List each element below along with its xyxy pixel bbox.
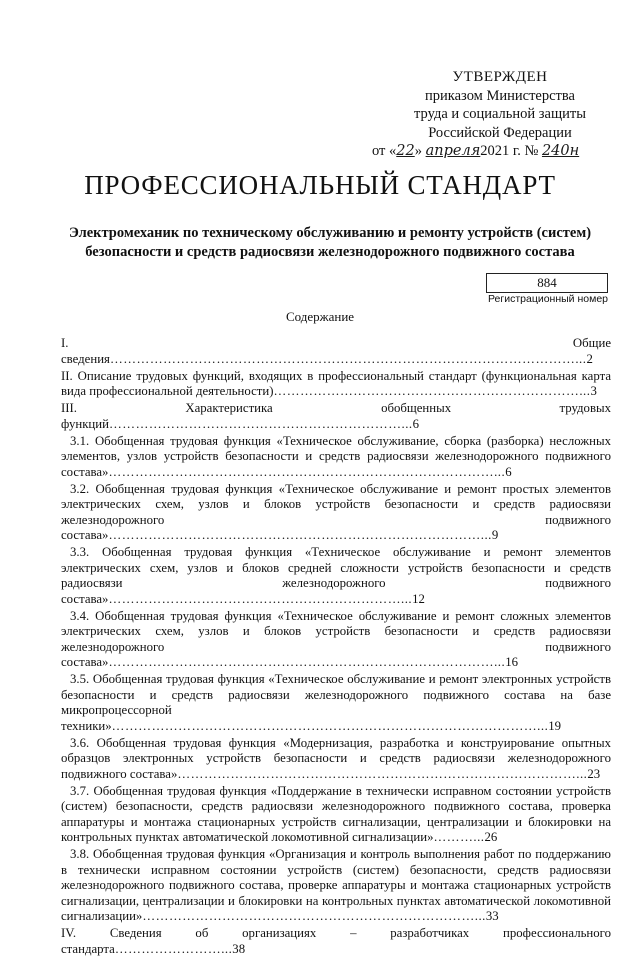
approval-block [372,68,620,161]
toc-entry-page: 9 [491,528,499,542]
toc-entry-3-6[interactable]: 3.6. Обобщенная трудовая функция «Модернизация, разработка и конструирование опытных образцов электронных устройств безопасности и средств радиосвязи железнодорожного подвижного состава»………………………………………………………………………………...23 [61,735,611,781]
toc-entry-text: 3.6. Обобщенная трудовая функция «Модернизация, разработка и конструирование опытных образцов электронных устройств безопасности и средств радиосвязи железнодорожного подвижного состава» [61,735,611,781]
toc-entry-page: 23 [587,766,601,781]
toc-entry-page: 3 [590,384,597,398]
toc-entry-3[interactable]: III. Характеристика обобщенных трудовых функций…………………………………………………………...6 [61,401,611,431]
toc-entry-3-7[interactable]: 3.7. Обобщенная трудовая функция «Поддержание в технически исправном состоянии устройств (систем) безопасности, средств радиосвязи железнодорожного подвижного состава, проверка аппаратуры и монтажа стационарных устройств сигнализации, централизации и блокировки на контрольных пунктах автоматической локомотивной сигнализации»………...26 [61,783,611,844]
toc-entry-text: 3.5. Обобщенная трудовая функция «Техническое обслуживание и ремонт электронных устройств безопасности и средств радиосвязи железнодорожного подвижного состава на базе микропроцессорной техники» [61,672,611,733]
date-prefix: от « [372,143,397,159]
toc-entry-3-5[interactable]: 3.5. Обобщенная трудовая функция «Техническое обслуживание и ремонт электронных устройств безопасности и средств радиосвязи железнодорожного подвижного состава на базе микропроцессорной техники»……………………………………………………………………………………...19 [61,672,611,733]
contents-heading: Содержание [285,309,355,324]
toc-entry-2[interactable]: II. Описание трудовых функций, входящих в профессиональный стандарт (функциональная карта вида профессиональной деятельности)……………………………………………………………...3 [61,368,611,398]
toc-entry-text: III. Характеристика обобщенных трудовых функций [61,401,611,431]
date-year: 2021 г. № [480,143,542,159]
date-mid: » [414,143,426,159]
handwritten-month: апреля [425,143,481,159]
handwritten-day: 22 [396,143,415,159]
toc-entry-text: 3.7. Обобщенная трудовая функция «Поддержание в технически исправном состоянии устройств (систем) безопасности, средств радиосвязи железнодорожного подвижного состава, проверка аппаратуры и монтажа стационарных устройств сигнализации, централизации и блокировки на контрольных пунктах автоматической локомотивной сигнализации» [61,783,611,844]
toc-entry-text: 3.4. Обобщенная трудовая функция «Техническое обслуживание и ремонт сложных элементов электрических схем, узлов и блоков устройств безопасности и средств радиосвязи железнодорожного подвижного состава» [61,608,611,669]
toc-entry-4[interactable]: IV. Сведения об организациях – разработчиках профессионального стандарта……………………...38 [61,926,611,956]
approval-heading: УТВЕРЖДЕН [452,69,548,85]
registration-number-box: 884 [486,273,608,293]
toc-entry-page: 6 [412,416,420,431]
toc-entry-text: II. Описание трудовых функций, входящих в профессиональный стандарт (функциональная карта вида профессиональной деятельности) [61,368,611,398]
toc-entry-3-2[interactable]: 3.2. Обобщенная трудовая функция «Техническое обслуживание и ремонт простых элементов электрических схем, узлов и блоков устройств безопасности и средств радиосвязи железнодорожного подвижного состава»…………………………………………………………………………...9 [61,481,611,542]
approval-line-ministry: приказом Министерства [425,87,575,104]
toc-entry-page: 26 [484,830,498,844]
toc-entry-1[interactable]: I. Общие сведения……………………………………………………………………………………………...2 [61,336,611,366]
toc-entry-page: 16 [505,655,518,669]
toc-entry-text: 3.2. Обобщенная трудовая функция «Техническое обслуживание и ремонт простых элементов электрических схем, узлов и блоков устройств безопасности и средств радиосвязи железнодорожного подвижного состава» [61,481,611,542]
handwritten-order-number: 240н [541,143,580,159]
approval-line-federation: Российской Федерации [428,124,572,141]
toc-entry-text: 3.3. Обобщенная трудовая функция «Техническое обслуживание и ремонт элементов электрических схем, узлов и блоков средней сложности устройств безопасности и средств радиосвязи железнодорожного подвижного состава» [61,545,611,606]
registration-number-label: Регистрационный номер [488,293,608,305]
toc-entry-3-3[interactable]: 3.3. Обобщенная трудовая функция «Техническое обслуживание и ремонт элементов электрических схем, узлов и блоков средней сложности устройств безопасности и средств радиосвязи железнодорожного подвижного состава»…………………………………………………………...12 [61,545,611,606]
table-of-contents [61,336,611,959]
standard-subtitle: Электромеханик по техническому обслуживанию и ремонту устройств (систем) безопасности и средств радиосвязи железнодорожного подвижного состава [68,225,592,260]
toc-entry-text: 3.1. Обобщенная трудовая функция «Техническое обслуживание, сборка (разборка) несложных элементов, узлов устройств безопасности и средств радиосвязи железнодорожного подвижного состава» [61,433,611,479]
toc-entry-page: 12 [412,591,425,606]
toc-entry-page: 19 [548,718,562,733]
toc-entry-text: 3.8. Обобщенная трудовая функция «Организация и контроль выполнения работ по поддержанию в технически исправном состоянии устройств (систем) безопасности, средств радиосвязи железнодорожного подвижного состава, проверке аппаратуры и монтажа стационарных устройств сигнализации, централизации и блокировки на контрольных пунктах автоматической локомотивной сигнализации» [61,847,611,923]
document-title: ПРОФЕССИОНАЛЬНЫЙ СТАНДАРТ [84,170,556,200]
toc-entry-3-4[interactable]: 3.4. Обобщенная трудовая функция «Техническое обслуживание и ремонт сложных элементов электрических схем, узлов и блоков устройств безопасности и средств радиосвязи железнодорожного подвижного состава»……………………………………………………………………………...16 [61,608,611,669]
approval-line-labor: труда и социальной защиты [414,106,586,122]
toc-entry-page: 2 [586,351,593,366]
toc-entry-3-8[interactable]: 3.8. Обобщенная трудовая функция «Организация и контроль выполнения работ по поддержанию в технически исправном состоянии устройств (систем) безопасности, средств радиосвязи железнодорожного подвижного состава, проверке аппаратуры и монтажа стационарных устройств сигнализации, централизации и блокировки на контрольных пунктах автоматической локомотивной сигнализации»…………………………………………………………………...33 [61,847,611,923]
toc-entry-3-1[interactable]: 3.1. Обобщенная трудовая функция «Техническое обслуживание, сборка (разборка) несложных элементов, узлов устройств безопасности и средств радиосвязи железнодорожного подвижного состава»……………………………………………………………………………...6 [61,433,611,479]
toc-entry-text: IV. Сведения об организациях – разработчиках профессионального стандарта [61,926,611,956]
approval-date-line [372,142,620,161]
toc-entry-page: 38 [232,941,246,956]
toc-entry-text: I. Общие сведения [61,336,611,366]
toc-entry-page: 33 [485,909,499,923]
toc-entry-page: 6 [505,464,512,479]
